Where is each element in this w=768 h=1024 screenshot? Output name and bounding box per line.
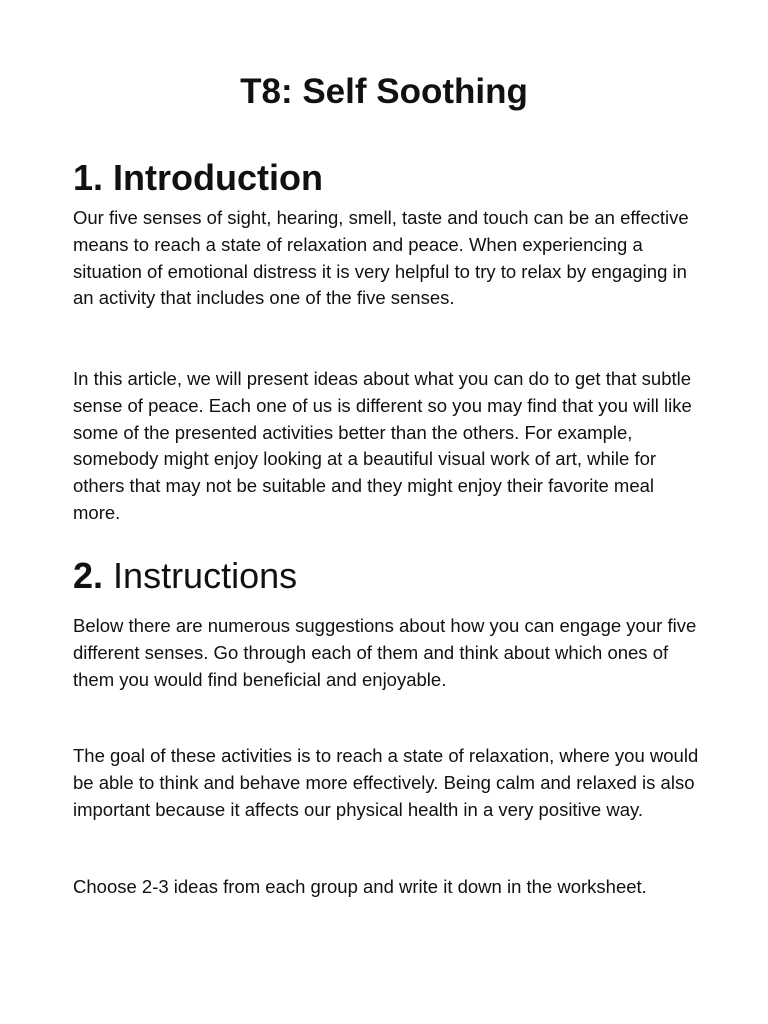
intro-paragraph-2: In this article, we will present ideas about what you can do to get that subtle sense of peace. Each one of us is different so you may find that you will like some of the presented activities better than the others. For example, somebody might enjoy looking at a beautiful visual work of art, while for others that may not be suitable and they might enjoy their favorite meal more. bbox=[73, 368, 692, 523]
instructions-paragraph-3: Choose 2-3 ideas from each group and write it down in the worksheet. bbox=[73, 876, 647, 897]
document-title: T8: Self Soothing bbox=[240, 72, 528, 111]
intro-paragraph-1: Our five senses of sight, hearing, smell, taste and touch can be an effective means to reach a state of relaxation and peace. When experiencing a situation of emotional distress it is very helpful to try to relax by engaging in an activity that includes one of the five senses. bbox=[73, 207, 689, 309]
instructions-paragraph-2: The goal of these activities is to reach a state of relaxation, where you would be able to think and behave more effectively. Being calm and relaxed is also important because it affects our physical health in a very positive way. bbox=[73, 745, 699, 820]
instructions-paragraph-1: Below there are numerous suggestions about how you can engage your five different senses. Go through each of them and think about which ones of them you would find beneficial and enjoyable. bbox=[73, 615, 697, 690]
section-number: 1. bbox=[73, 157, 104, 198]
section-title: Instructions bbox=[113, 555, 298, 596]
section-heading-instructions bbox=[73, 554, 297, 598]
section-number: 2. bbox=[73, 555, 104, 596]
section-title: Introduction bbox=[113, 157, 323, 198]
section-heading-introduction bbox=[73, 156, 323, 200]
